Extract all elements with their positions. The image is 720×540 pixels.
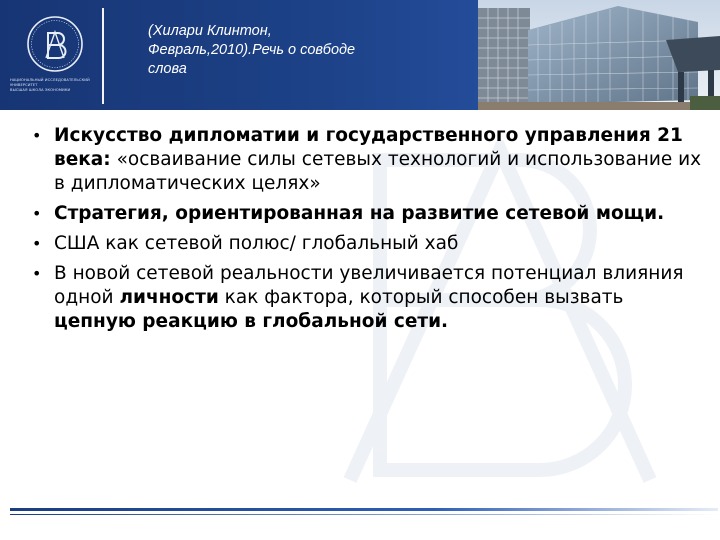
bullet-4-bold-2: цепную реакцию в глобальной сети. xyxy=(54,311,449,332)
bullet-dot-icon: • xyxy=(32,234,42,253)
university-logo xyxy=(10,14,100,98)
bullet-item xyxy=(30,262,710,334)
bullet-1-bold: Искусство дипломатии и государственного управления 21 века: xyxy=(54,125,683,170)
bullet-item xyxy=(30,124,710,196)
bullet-dot-icon: • xyxy=(32,204,42,223)
bullet-4-bold-1: личности xyxy=(119,287,219,308)
logo-caption: НАЦИОНАЛЬНЫЙ ИССЛЕДОВАТЕЛЬСКИЙ УНИВЕРСИТЕТ ВЫСШАЯ ШКОЛА ЭКОНОМИКИ xyxy=(10,78,90,92)
bullet-dot-icon: • xyxy=(32,264,42,283)
header-divider xyxy=(102,8,104,104)
bullet-4-text-1: В новой сетевой реальности увеличивается потенциал влияния одной xyxy=(54,263,684,308)
bullet-item xyxy=(30,232,710,256)
bullet-1-text: «осваивание силы сетевых технологий и использование их в дипломатических целях» xyxy=(54,149,702,194)
building-photo xyxy=(478,0,720,110)
bullet-2-bold: Стратегия, ориентированная на развитие сетевой мощи. xyxy=(54,203,665,224)
footer-rule xyxy=(10,508,718,511)
quote-attribution: (Хилари Клинтон, Февраль,2010).Речь о совбоде слова xyxy=(148,23,356,77)
bullet-list xyxy=(30,124,710,340)
header-banner xyxy=(0,0,720,110)
bullet-4-text-2: как фактора, который способен вызвать xyxy=(218,287,624,308)
bullet-dot-icon: • xyxy=(32,126,42,145)
footer-rule-thin xyxy=(10,514,718,515)
bullet-3-text: США как сетевой полюс/ глобальный хаб xyxy=(54,233,459,254)
bullet-item xyxy=(30,202,710,226)
